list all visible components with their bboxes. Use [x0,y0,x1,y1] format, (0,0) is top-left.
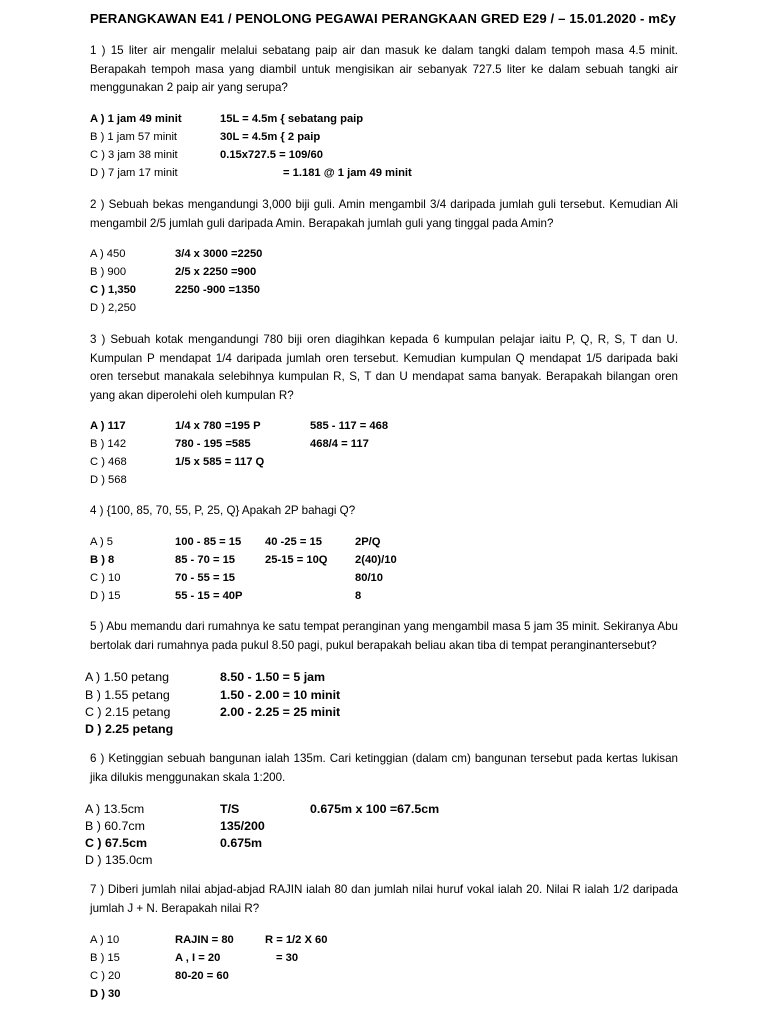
q7-option-c: C ) 20 [90,970,121,982]
q4-working-line: 80/10 [355,572,383,584]
q3-option-b: B ) 142 [90,438,127,450]
q3-working-line: 1/5 x 585 = 117 Q [175,456,265,468]
q6-working-line: T/S [220,802,240,816]
q6-option-d: D ) 135.0cm [85,853,153,867]
q4-option-c: C ) 10 [90,572,121,584]
q4-working-line: 2(40)/10 [355,554,397,566]
q3-working-line: 585 - 117 = 468 [310,420,389,432]
q6-option-c: C ) 67.5cm [85,836,147,850]
q2-option-b: B ) 900 [90,266,127,278]
q3-working-line: 780 - 195 =585 [175,438,251,450]
q6-option-a: A ) 13.5cm [85,802,145,816]
q5-working-line: 2.00 - 2.25 = 25 minit [220,705,341,719]
q4-working-line: 40 -25 = 15 [265,536,322,548]
q7-working-line: A , I = 20 [175,952,221,964]
q1-working-line: 0.15x727.5 = 109/60 [220,149,323,161]
q4-option-d: D ) 15 [90,590,121,602]
q5-option-b: B ) 1.55 petang [85,688,170,702]
question-7-text: 7 ) Diberi jumlah nilai abjad-abjad RAJIN ialah 80 dan jumlah nilai huruf vokal ialah 20. Nilai R ialah 1/2 daripada jumlah J + N. Berapakah nilai R? [90,883,678,915]
q1-option-c: C ) 3 jam 38 minit [90,149,178,161]
q1-working-line: 30L = 4.5m { 2 paip [220,131,321,143]
q1-option-d: D ) 7 jam 17 minit [90,167,178,179]
q7-working-line: = 30 [276,952,299,964]
q5-working-line: 8.50 - 1.50 = 5 jam [220,670,326,684]
question-5-text: 5 ) Abu memandu dari rumahnya ke satu tempat peranginan yang mengambil masa 5 jam 35 minit. Sekiranya Abu bertolak dari rumahnya pada pukul 8.50 pagi, pukul berapakah beliau akan tiba di tempat peranginantersebut? [90,620,678,652]
q4-working-line: 55 - 15 = 40P [175,590,243,602]
q7-working-line: 80-20 = 60 [175,970,229,982]
q6-option-b: B ) 60.7cm [85,819,145,833]
q3-option-a: A ) 117 [90,420,126,432]
question-3-text: 3 ) Sebuah kotak mengandungi 780 biji oren diagihkan kepada 6 kumpulan pelajar iaitu P, Q, R, S, T dan U. Kumpulan P mendapat 1/4 daripada jumlah oren tersebut. Kemudian kumpulan Q mendapat 1/5 daripada baki oren tersebut manakala selebihnya kumpulan R, S, T dan U mendapat sama banyak. Berapakah bilangan oren yang akan diperolehi oleh kumpulan R? [90,333,678,402]
q1-option-b: B ) 1 jam 57 minit [90,131,178,143]
q1-working-line: 15L = 4.5m { sebatang paip [220,113,364,125]
q2-working-line: 2250 -900 =1350 [175,284,260,296]
q7-option-d: D ) 30 [90,988,121,1000]
q2-option-c: C ) 1,350 [90,284,137,296]
q1-working-line: = 1.181 @ 1 jam 49 minit [283,167,412,179]
q4-working-line: 25-15 = 10Q [265,554,328,566]
page-title: PERANGKAWAN E41 / PENOLONG PEGAWAI PERANGKAAN GRED E29 / – 15.01.2020 - mƐy [90,11,676,26]
q4-option-a: A ) 5 [90,536,114,548]
q3-option-d: D ) 568 [90,474,127,486]
q2-working-line: 3/4 x 3000 =2250 [175,248,263,260]
q4-working-line: 70 - 55 = 15 [175,572,236,584]
question-2-text: 2 ) Sebuah bekas mengandungi 3,000 biji guli. Amin mengambil 3/4 daripada jumlah guli tersebut. Kemudian Ali mengambil 2/5 jumlah guli daripada Amin. Berapakah jumlah guli yang tinggal pada Amin? [90,198,678,230]
q6-working-line: 0.675m x 100 =67.5cm [310,802,440,816]
q2-option-a: A ) 450 [90,248,126,260]
q4-working-line: 100 - 85 = 15 [175,536,242,548]
q7-working-line: RAJIN = 80 [175,934,234,946]
q5-option-c: C ) 2.15 petang [85,705,171,719]
q5-option-a: A ) 1.50 petang [85,670,170,684]
q4-working-line: 85 - 70 = 15 [175,554,236,566]
question-4-text: 4 ) {100, 85, 70, 55, P, 25, Q} Apakah 2P bahagi Q? [90,504,356,517]
q6-working-line: 0.675m [220,836,263,850]
q4-working-line: 2P/Q [355,536,381,548]
question-1-text: 1 ) 15 liter air mengalir melalui sebatang paip air dan masuk ke dalam tangki dalam tempoh masa 4.5 minit. Berapakah tempoh masa yang diambil untuk mengisikan air sebanyak 727.5 liter ke dalam sebuah tangki air menggunakan 2 paip air yang serupa? [90,44,678,94]
q2-option-d: D ) 2,250 [90,302,137,314]
question-6-text: 6 ) Ketinggian sebuah bangunan ialah 135m. Cari ketinggian (dalam cm) bangunan tersebut pada kertas lukisan jika dilukis menggunakan skala 1:200. [90,752,678,784]
q5-working-line: 1.50 - 2.00 = 10 minit [220,688,341,702]
q3-working-line: 1/4 x 780 =195 P [175,420,261,432]
q4-option-b: B ) 8 [90,554,115,566]
q3-option-c: C ) 468 [90,456,127,468]
q5-option-d: D ) 2.25 petang [85,722,174,736]
q6-working-line: 135/200 [220,819,265,833]
q7-option-b: B ) 15 [90,952,120,964]
q1-option-a: A ) 1 jam 49 minit [90,113,182,125]
q4-working-line: 8 [355,590,362,602]
q7-option-a: A ) 10 [90,934,120,946]
q3-working-line: 468/4 = 117 [310,438,369,450]
q7-working-line: R = 1/2 X 60 [265,934,328,946]
q2-working-line: 2/5 x 2250 =900 [175,266,257,278]
